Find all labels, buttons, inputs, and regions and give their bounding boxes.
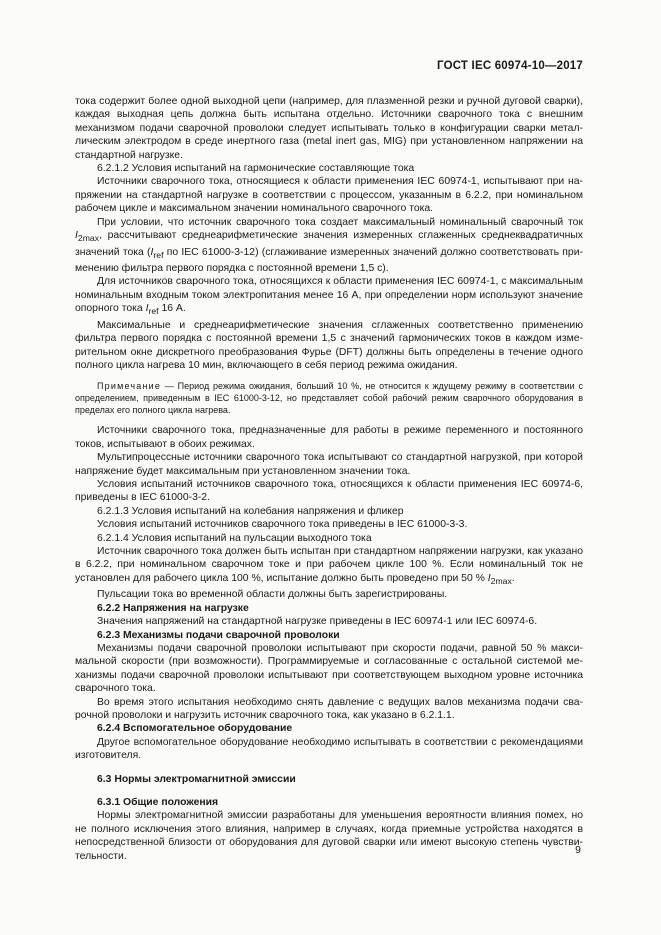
note-label: Примечание bbox=[97, 381, 162, 392]
paragraph: Источники сварочного тока, предназначенные для работы в режиме переменного и постоянного токов, испытывают в обоих режимах. bbox=[75, 425, 583, 450]
paragraph: Во время этого испытания необходимо снять давление с ведущих валов механизма подачи сварочной проволоки и нагрузить источник сварочного тока, как указано в 6.2.1.1. bbox=[75, 696, 583, 721]
paragraph: Пульсации тока во временной области должны быть зарегистрированы. bbox=[97, 589, 448, 601]
paragraph: Для источников сварочного тока, относящихся к области применения IEC 60974-1, с максимальным номинальным входным током электропитания менее 16 А, при определении норм используют значение опорного тока $I_{ref}$ 16 А. bbox=[75, 276, 583, 317]
paragraph: Условия испытаний источников сварочного тока приведены в IEC 61000-3-3. bbox=[97, 519, 468, 531]
paragraph: Другое вспомогательное оборудование необходимо испытывать в соответствии с рекомендациями изготовителя. bbox=[75, 736, 583, 762]
paragraph: Значения напряжений на стандартной нагрузке приведены в IEC 60974-1 или IEC 60974-6. bbox=[97, 616, 538, 628]
section-heading-6-3: 6.3 Нормы электромагнитной эмиссии bbox=[97, 773, 296, 785]
paragraph: Нормы электромагнитной эмиссии разработаны для уменьшения вероятности влияния помех, но не полного исключения этого влияния, например в случаях, когда приемные устройства находятся в непосредственной близости от оборудования для дуговой сварки или имеют высокую степень чувствительности. bbox=[75, 810, 583, 862]
section-heading-6-2-1-4: 6.2.1.4 Условия испытаний на пульсации выходного тока bbox=[97, 532, 372, 544]
paragraph: Источник сварочного тока должен быть испытан при стандартном напряжении нагрузки, как указано в 6.2.2, при номинальном сварочном токе и при рабочем цикле 100 %. Если номинальный ток не установлен для рабочего цикла 100 %, испытание должно быть проведено при 50 % $I_{2max}$. bbox=[75, 546, 583, 586]
page-number: 9 bbox=[575, 844, 581, 856]
document-header-code: ГОСТ IEC 60974-10—2017 bbox=[437, 60, 583, 72]
paragraph: Механизмы подачи сварочной проволоки испытывают при скорости подачи, равной 50 % максимальной скорости (при возможности). Программируемые и согласованные с остальной системой механизмы подачи сварочной проволоки испытывают при соответствующем выходном уровне источника сварочного тока. bbox=[75, 642, 583, 695]
note: Примечание — Период режима ожидания, больший 10 %, не относится к ждущему режиму в соответствии с определением, приведенным в IEC 61000-3-12, но представляет собой рабочий режим сварочного оборудования в пределах его полного цикла нагрева. bbox=[75, 381, 583, 416]
paragraph: Условия испытаний источников сварочного тока, относящихся к области применения IEC 60974-6, приведены в IEC 61000-3-2. bbox=[75, 478, 583, 504]
section-heading-6-3-1: 6.3.1 Общие положения bbox=[97, 797, 219, 808]
paragraph: Максимальные и среднеарифметические значения сглаженных соответственно применению фильтра первого порядка с постоянной времени 1,5 с значений гармонических токов в каждом измерительном окне дискретного преобразования Фурье (DFT) должны быть определены в течение одного полного цикла нагрева 10 мин, включающего в себя период режима ожидания. bbox=[75, 319, 583, 371]
paragraph: Источники сварочного тока, относящиеся к области применения IEC 60974-1, испытывают при напряжении на стандартной нагрузке в соответствии с процессом, указанным в 6.2.2, при номинальном рабочем цикле и максимальном значении номинального сварочного тока. bbox=[75, 176, 583, 215]
section-heading-6-2-4: 6.2.4 Вспомогательное оборудование bbox=[97, 723, 293, 735]
paragraph: При условии, что источник сварочного тока создает максимальный номинальный сварочный ток $I_{2max}$, рассчитывают среднеарифметические значения измеренных сглаженных среднеквадратичных значений тока ($I_{ref}$ по IEC 61000-3-12) (сглаживание измеренных значений должно соответствовать применению фильтра первого порядка с постоянной времени 1,5 с). bbox=[75, 216, 583, 275]
section-heading-6-2-2: 6.2.2 Напряжения на нагрузке bbox=[97, 602, 249, 614]
section-heading-6-2-1-3: 6.2.1.3 Условия испытаний на колебания напряжения и фликер bbox=[97, 505, 404, 517]
paragraph: тока содержит более одной выходной цепи (например, для плазменной резки и ручной дуговой сварки), каждая выходная цепь должна быть испытана отдельно. Источники сварочного тока с внешним механизмом подачи сварочной проволоки следует испытывать только в конфигурации сварки металлическим электродом в среде инертного газа (metal inert gas, MIG) при установленном напряжении на стандартной нагрузке. bbox=[75, 96, 583, 161]
section-heading-6-2-1-2: 6.2.1.2 Условия испытаний на гармонические составляющие тока bbox=[97, 163, 415, 175]
document-body bbox=[75, 95, 583, 863]
section-heading-6-2-3: 6.2.3 Механизмы подачи сварочной проволоки bbox=[97, 629, 340, 641]
paragraph: Мультипроцессные источники сварочного тока испытывают со стандартной нагрузкой, при которой напряжение будет максимальным при установленном значении тока. bbox=[75, 452, 583, 477]
